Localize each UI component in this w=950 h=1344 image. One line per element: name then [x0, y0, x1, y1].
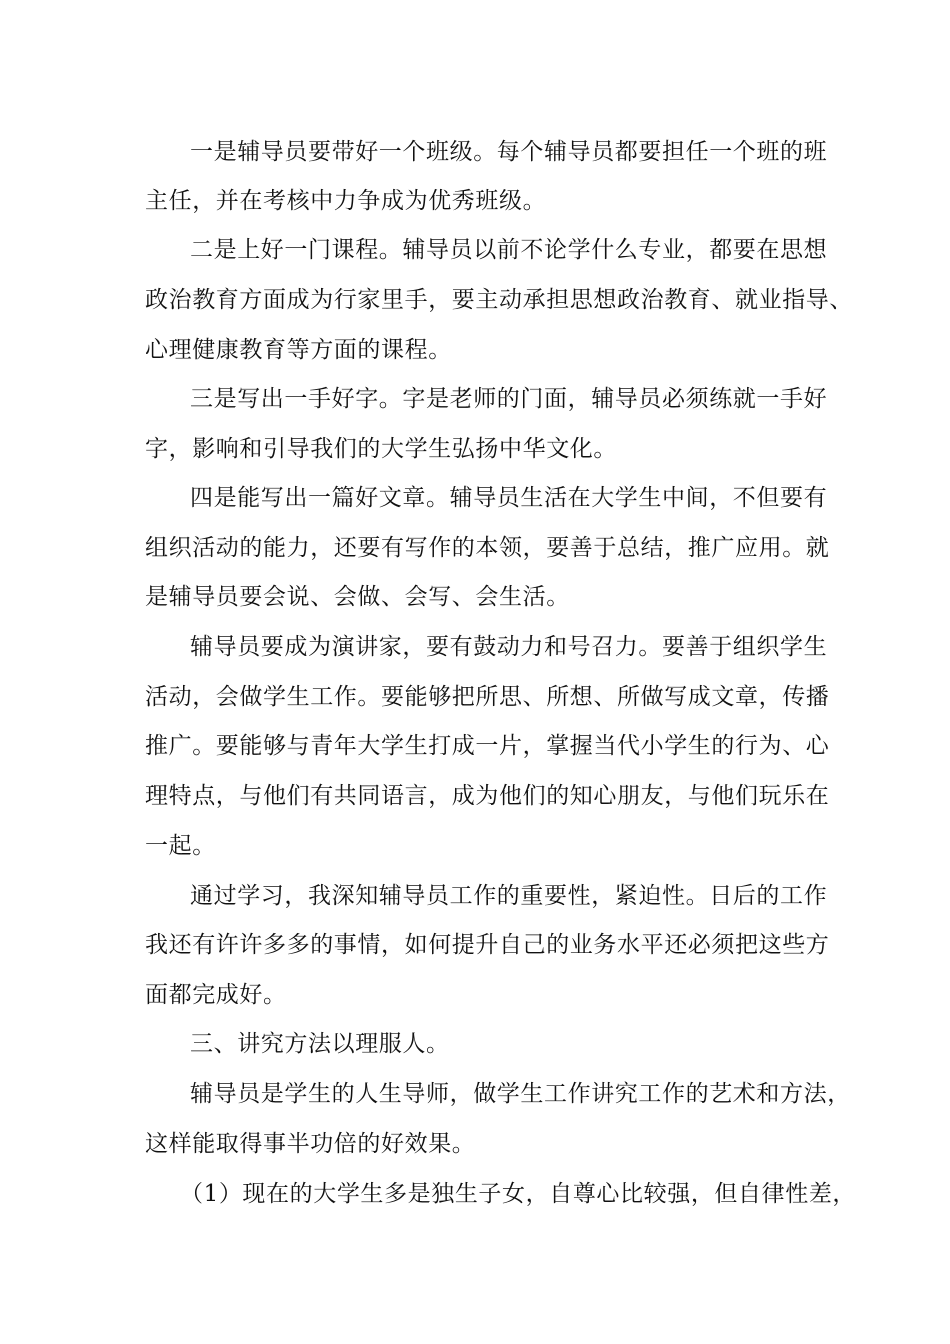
text-line: 是辅导员要会说、会做、会写、会生活。: [145, 584, 570, 610]
text-line: 心理健康教育等方面的课程。: [145, 337, 452, 363]
text-line: 推广。要能够与青年大学生打成一片，掌握当代小学生的行为、心: [145, 733, 830, 759]
text-line: 一起。: [145, 833, 216, 859]
text-line: 主任，并在考核中力争成为优秀班级。: [145, 188, 547, 214]
text-line: （1）现在的大学生多是独生子女，自尊心比较强，但自律性差，: [180, 1181, 857, 1207]
text-line: 活动，会做学生工作。要能够把所思、所想、所做写成文章，传播: [145, 684, 830, 710]
text-line: 政治教育方面成为行家里手，要主动承担思想政治教育、就业指导、: [145, 287, 853, 313]
text-line: 三是写出一手好字。字是老师的门面，辅导员必须练就一手好: [190, 386, 828, 412]
text-line: 这样能取得事半功倍的好效果。: [145, 1131, 476, 1157]
text-line: 四是能写出一篇好文章。辅导员生活在大学生中间，不但要有: [190, 485, 828, 511]
text-line: 辅导员是学生的人生导师，做学生工作讲究工作的艺术和方法，: [190, 1081, 851, 1107]
text-line: 我还有许许多多的事情，如何提升自己的业务水平还必须把这些方: [145, 932, 830, 958]
text-line: 辅导员要成为演讲家，要有鼓动力和号召力。要善于组织学生: [190, 634, 828, 660]
section-heading: 三、讲究方法以理服人。: [190, 1031, 450, 1057]
text-line: 一是辅导员要带好一个班级。每个辅导员都要担任一个班的班: [190, 139, 828, 165]
text-line: 二是上好一门课程。辅导员以前不论学什么专业，都要在思想: [190, 237, 828, 263]
text-line: 组织活动的能力，还要有写作的本领，要善于总结，推广应用。就: [145, 535, 830, 561]
text-line: 字，影响和引导我们的大学生弘扬中华文化。: [145, 436, 617, 462]
text-line: 理特点，与他们有共同语言，成为他们的知心朋友，与他们玩乐在: [145, 783, 830, 809]
text-line: 通过学习，我深知辅导员工作的重要性，紧迫性。日后的工作: [190, 883, 828, 909]
text-line: 面都完成好。: [145, 982, 287, 1008]
